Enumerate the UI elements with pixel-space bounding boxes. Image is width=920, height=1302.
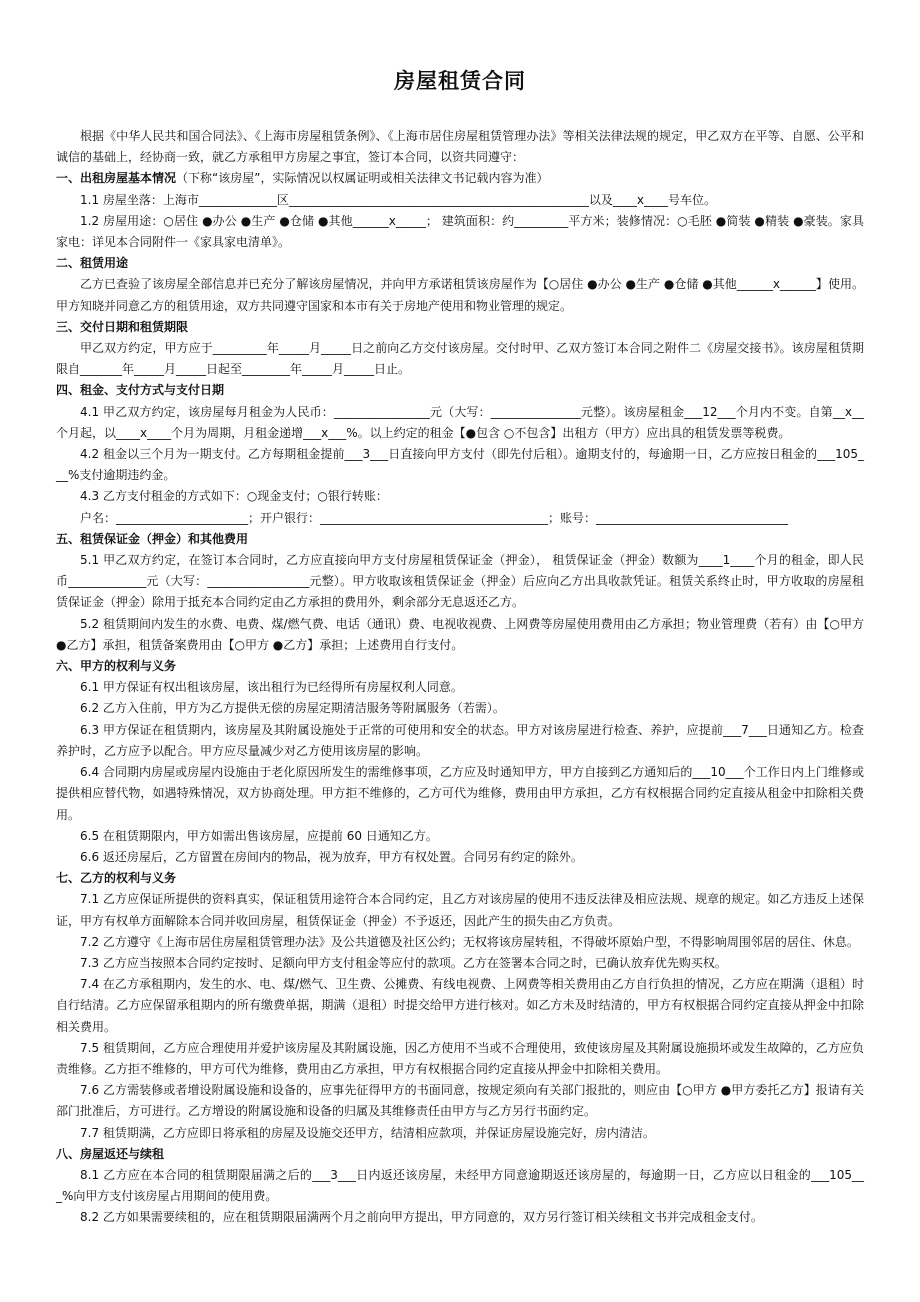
section-heading-text: 一、出租房屋基本情况 (56, 171, 177, 186)
clause-text: 6.2 乙方入住前，甲方为乙方提供无偿的房屋定期清洁服务等附属服务（若需）。 (80, 701, 505, 716)
clause-paragraph (56, 826, 864, 847)
clause-paragraph (56, 508, 864, 529)
clause-text: 6.6 返还房屋后，乙方留置在房间内的物品，视为放弃，甲方有权处置。合同另有约定的除外。 (80, 849, 583, 864)
section-heading-text: 二、租赁用途 (56, 256, 129, 271)
section-heading (56, 656, 864, 677)
clause-text: 5.2 租赁期间内发生的水费、电费、煤/燃气费、电话（通讯）费、电视收视费、上网费等房屋使用费用由乙方承担；物业管理费（若有）由【○甲方 ●乙方】承担，租赁备案费用由【○甲方 ●乙方】承担；上述费用自行支付。 (56, 616, 864, 652)
clause-text: 1.2 房屋用途：○居住 ●办公 ●生产 ●仓储 ●其他______x_____； 建筑面积：约_________平方米；装修情况：○毛胚 ●简装 ●精装 ●豪装。家具家电：详见本合同附件一《家具家电清单》。 (56, 213, 864, 250)
clause-text: 6.4 合同期内房屋或房屋内设施由于老化原因所发生的需维修事项，乙方应及时通知甲方，甲方自接到乙方通知后的___10___个工作日内上门维修或提供相应替代物，如遇特殊情况，双方协商处理。甲方拒不维修的，乙方可代为维修，费用由甲方承担，乙方有权根据合同约定直接从租金中扣除相关费用。 (56, 765, 864, 822)
clause-paragraph (56, 550, 864, 614)
clause-text: 7.2 乙方遵守《上海市居住房屋租赁管理办法》及公共道德及社区公约；无权将该房屋转租，不得破坏原始户型，不得影响周围邻居的居住、休息。 (80, 934, 859, 949)
clause-paragraph (56, 126, 864, 168)
clause-paragraph (56, 444, 864, 486)
clause-text: 4.2 租金以三个月为一期支付。乙方每期租金提前___3___日直接向甲方支付（即先付后租）。逾期支付的，每逾期一日，乙方应按日租金的___105___%支付逾期违约金。 (56, 447, 864, 483)
clause-paragraph (56, 1207, 864, 1228)
clause-paragraph (56, 974, 864, 1038)
clause-text: 户名：______________________；开户银行：______________________________________；账号：________________________________ (80, 510, 789, 525)
clause-paragraph (56, 698, 864, 719)
clause-paragraph (56, 402, 864, 444)
clause-paragraph (56, 953, 864, 974)
clause-paragraph (56, 1123, 864, 1144)
clause-text: 7.4 在乙方承租期内，发生的水、电、煤/燃气、卫生费、公摊费、有线电视费、上网费等相关费用由乙方自行负担的情况，乙方应在期满（退租）时自行结清。乙方应保留承租期内的所有缴费单据，期满（退租）时提交给甲方进行核对。如乙方未及时结清的，甲方有权根据合同约定直接从押金中扣除相关费用。 (56, 977, 864, 1034)
clause-paragraph (56, 190, 864, 211)
clause-paragraph (56, 677, 864, 698)
section-heading (56, 168, 864, 189)
section-heading-text: 四、租金、支付方式与支付日期 (56, 383, 225, 398)
section-heading (56, 529, 864, 550)
section-heading (56, 253, 864, 274)
clause-paragraph (56, 1080, 864, 1122)
clause-paragraph (56, 847, 864, 868)
section-heading-note: （下称“该房屋”，实际情况以权属证明或相关法律文书记载内容为准） (176, 171, 549, 186)
clause-paragraph (56, 762, 864, 826)
clause-paragraph (56, 720, 864, 762)
section-heading-text: 三、交付日期和租赁期限 (56, 319, 189, 334)
section-heading-text: 七、乙方的权利与义务 (56, 871, 177, 886)
section-heading-text: 五、租赁保证金（押金）和其他费用 (56, 531, 249, 546)
clause-text: 1.1 房屋坐落：上海市_____________区__________________________________________________以及____x____号车位。 (80, 192, 717, 207)
clause-text: 4.1 甲乙双方约定，该房屋每月租金为人民币：________________元（大写：_______________元整）。该房屋租金___12___个月内不变。自第__x__个月起，以____x____个月为周期，月租金递增___x___%。以上约定的租金【●包含 ○不包含】出租方（甲方）应出具的租赁发票等税费。 (56, 404, 864, 440)
section-heading (56, 868, 864, 889)
clause-paragraph (56, 1038, 864, 1080)
clause-text: 7.7 租赁期满，乙方应即日将承租的房屋及设施交还甲方，结清相应款项，并保证房屋设施完好，房内清洁。 (80, 1125, 655, 1140)
clause-text: 根据《中华人民共和国合同法》、《上海市房屋租赁条例》、《上海市居住房屋租赁管理办法》等相关法律法规的规定，甲乙双方在平等、自愿、公平和诚信的基础上，经协商一致，就乙方承租甲方房屋之事宜，签订本合同，以资共同遵守： (56, 129, 864, 165)
clause-paragraph (56, 211, 864, 253)
clause-text: 6.5 在租赁期限内，甲方如需出售该房屋，应提前 60 日通知乙方。 (80, 828, 438, 843)
clause-text: 8.2 乙方如果需要续租的，应在租赁期限届满两个月之前向甲方提出，甲方同意的，双方另行签订相关续租文书并完成租金支付。 (80, 1210, 763, 1225)
clause-text: 7.6 乙方需装修或者增设附属设施和设备的，应事先征得甲方的书面同意，按规定须向有关部门报批的，则应由【○甲方 ●甲方委托乙方】报请有关部门批准后，方可进行。乙方增设的附属设施和设备的归属及其维修责任由甲方与乙方另行书面约定。 (56, 1083, 864, 1119)
contract-body (56, 126, 864, 1229)
clause-paragraph (56, 1165, 864, 1207)
document-title: 房屋租赁合同 (394, 69, 526, 93)
clause-paragraph (56, 889, 864, 931)
clause-paragraph (56, 486, 864, 507)
clause-text: 甲乙双方约定，甲方应于_________年_____月_____日之前向乙方交付该房屋。交付时甲、乙双方签订本合同之附件二《房屋交接书》。该房屋租赁期限自_______年_____月_____日起至________年_____月_____日止。 (56, 341, 864, 377)
clause-text: 8.1 乙方应在本合同的租赁期限届满之后的___3___日内返还该房屋，未经甲方同意逾期返还该房屋的，每逾期一日，乙方应以日租金的___105___%向甲方支付该房屋占用期间的使用费。 (56, 1167, 864, 1204)
section-heading (56, 1144, 864, 1165)
clause-paragraph (56, 338, 864, 380)
clause-paragraph (56, 932, 864, 953)
clause-text: 7.1 乙方应保证所提供的资料真实，保证租赁用途符合本合同约定，且乙方对该房屋的使用不违反法律及相应法规、规章的规定。如乙方违反上述保证，甲方有权单方面解除本合同并收回房屋，租赁保证金（押金）不予返还，因此产生的损失由乙方负责。 (56, 892, 864, 928)
section-heading-text: 六、甲方的权利与义务 (56, 659, 177, 674)
clause-text: 7.3 乙方应当按照本合同约定按时、足额向甲方支付租金等应付的款项。乙方在签署本合同之时，已确认放弃优先购买权。 (80, 955, 727, 970)
section-heading-text: 八、房屋返还与续租 (56, 1146, 165, 1161)
clause-paragraph (56, 614, 864, 656)
clause-text: 乙方已查验了该房屋全部信息并已充分了解该房屋情况，并向甲方承诺租赁该房屋作为【○居住 ●办公 ●生产 ●仓储 ●其他______x______】使用。甲方知晓并同意乙方的租赁用途，双方共同遵守国家和本市有关于房地产使用和物业管理的规定。 (56, 277, 864, 313)
clause-text: 6.3 甲方保证在租赁期内，该房屋及其附属设施处于正常的可使用和安全的状态。甲方对该房屋进行检查、养护，应提前___7___日通知乙方。检查养护时，乙方应予以配合。甲方应尽量减少对乙方使用该房屋的影响。 (56, 722, 864, 758)
clause-paragraph (56, 274, 864, 316)
clause-text: 4.3 乙方支付租金的方式如下：○现金支付；○银行转账： (80, 489, 388, 504)
section-heading (56, 317, 864, 338)
clause-text: 6.1 甲方保证有权出租该房屋，该出租行为已经得所有房屋权利人同意。 (80, 680, 463, 695)
clause-text: 5.1 甲乙双方约定，在签订本合同时，乙方应直接向甲方支付房屋租赁保证金（押金）， 租赁保证金（押金）数额为____1____个月的租金，即人民币_____________元（大写：_________________元整）。甲方收取该租赁保证金（押金）后应向乙方出具收款凭证。租赁关系终止时，甲方收取的房屋租赁保证金（押金）除用于抵充本合同约定由乙方承担的费用外，剩余部分无息返还乙方。 (56, 553, 864, 610)
clause-text: 7.5 租赁期间，乙方应合理使用并爱护该房屋及其附属设施，因乙方使用不当或不合理使用，致使该房屋及其附属设施损坏或发生故障的，乙方应负责维修。乙方拒不维修的，甲方可代为维修，费用由乙方承担，甲方有权根据合同约定直接从押金中扣除相关费用。 (56, 1040, 864, 1076)
section-heading (56, 380, 864, 401)
